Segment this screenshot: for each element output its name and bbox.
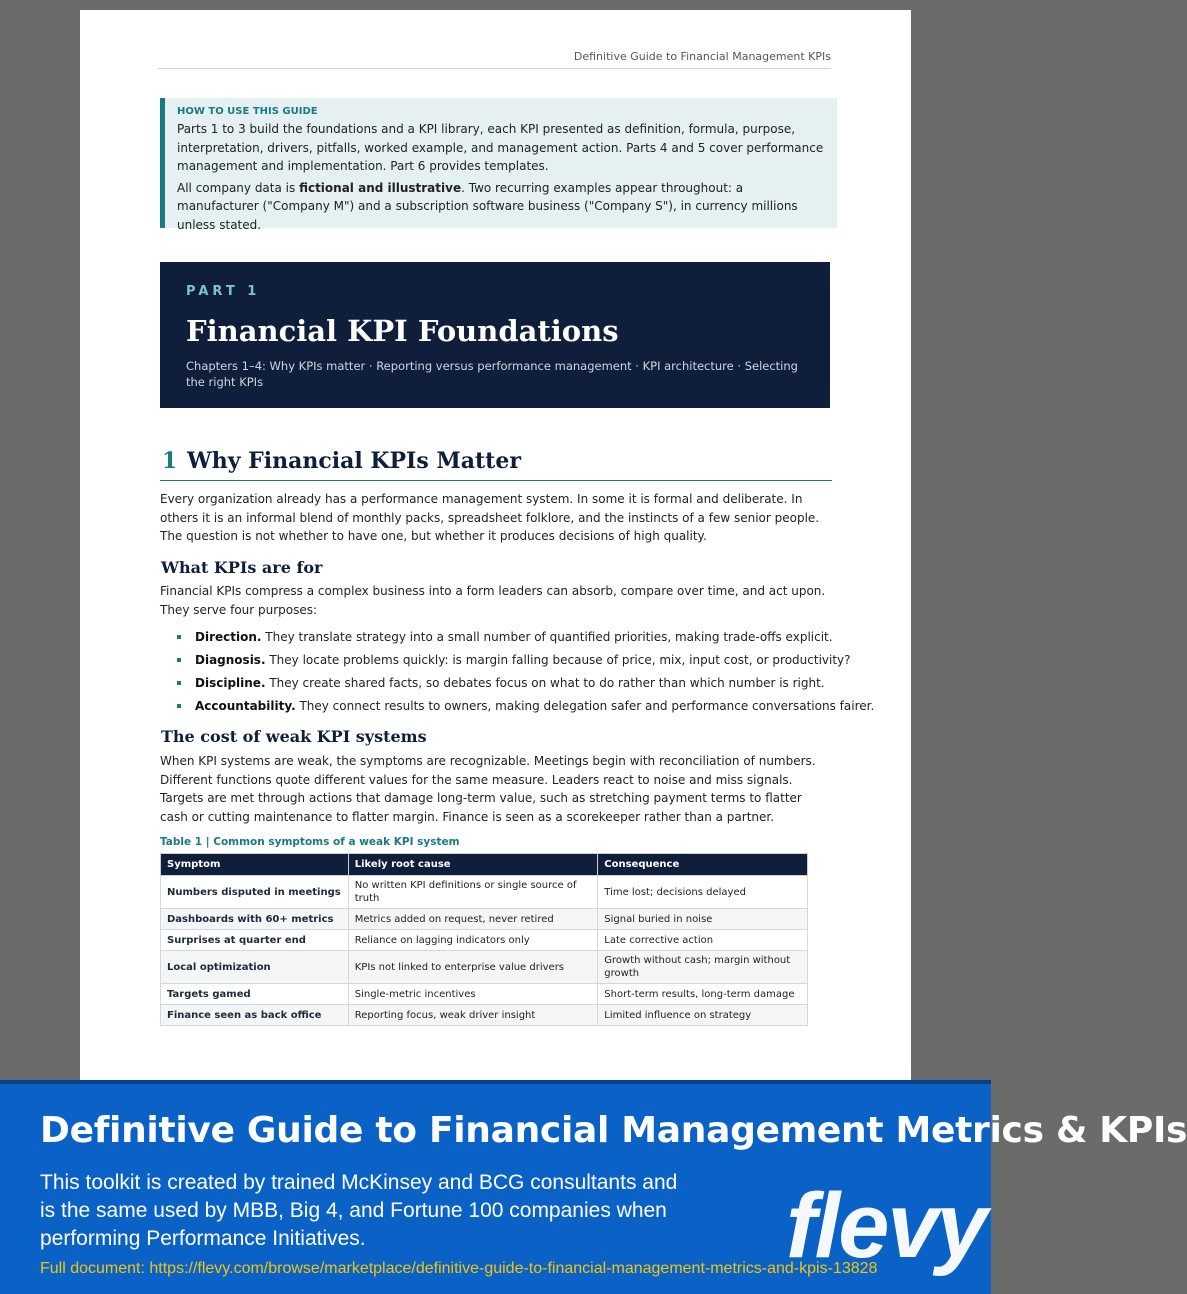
bullet-term: Direction.	[195, 630, 262, 644]
chapter-number: 1	[162, 448, 178, 474]
running-head: Definitive Guide to Financial Management KPIs	[158, 50, 831, 69]
part-title: Financial KPI Foundations	[186, 314, 619, 348]
chapter-title: Why Financial KPIs Matter	[187, 448, 521, 474]
bullet-square-icon	[177, 658, 181, 662]
bullet-term: Discipline.	[195, 676, 266, 690]
table-header-cell: Likely root cause	[348, 854, 598, 876]
flevy-logo: flevy	[786, 1175, 986, 1277]
table-cell-symptom: Finance seen as back office	[161, 1005, 349, 1026]
how-to-paragraph-1: Parts 1 to 3 build the foundations and a KPI library, each KPI presented as definition, formula, purpose, interpretation, drivers, pitfalls, worked example, and management action. Parts 4 and 5 cover performance management and implementation. Part 6 provides templates.	[177, 122, 824, 173]
table-cell-consequence: Short-term results, long-term damage	[598, 984, 808, 1005]
table-cell-cause: Metrics added on request, never retired	[348, 909, 598, 930]
purpose-bullet-list	[176, 628, 875, 720]
part-subtitle: Chapters 1–4: Why KPIs matter · Reporting versus performance management · KPI architecture · Selecting the right KPIs	[186, 359, 798, 389]
table-row	[161, 1005, 808, 1026]
section-heading-cost: The cost of weak KPI systems	[161, 727, 427, 746]
table-cell-symptom: Dashboards with 60+ metrics	[161, 909, 349, 930]
table-cell-consequence: Growth without cash; margin without growth	[598, 951, 808, 984]
section-heading-purpose: What KPIs are for	[161, 558, 323, 577]
table-row	[161, 876, 808, 909]
chapter-heading	[160, 446, 832, 481]
table-cell-symptom: Numbers disputed in meetings	[161, 876, 349, 909]
part-banner	[160, 262, 830, 408]
bullet-text: They locate problems quickly: is margin falling because of price, mix, input cost, or productivity?	[265, 653, 851, 667]
how-to-text-end: . Two recurring examples appear throughout: a manufacturer ("Company M") and a subscription software business ("Company S"), in currency millions unless stated.	[177, 180, 798, 232]
bullet-term: Diagnosis.	[195, 653, 266, 667]
bullet-text: They connect results to owners, making delegation safer and performance conversations fairer.	[295, 699, 875, 713]
footer-title: Definitive Guide to Financial Management Metrics & KPIs	[40, 1110, 1187, 1151]
part-label: PART 1	[186, 284, 261, 299]
table-cell-symptom: Targets gamed	[161, 984, 349, 1005]
bullet-square-icon	[177, 681, 181, 685]
bullet-item	[176, 628, 832, 651]
table-cell-symptom: Local optimization	[161, 951, 349, 984]
promo-footer-banner	[0, 1080, 1187, 1294]
document-page	[80, 10, 911, 1085]
how-to-callout	[160, 98, 837, 232]
table-cell-consequence: Limited influence on strategy	[598, 1005, 808, 1026]
bullet-text: They create shared facts, so debates focus on what to do rather than which number is right.	[265, 676, 825, 690]
footer-description: This toolkit is created by trained McKinsey and BCG consultants and is the same used by MBB, Big 4, and Fortune 100 companies when performing Performance Initiatives.	[40, 1171, 678, 1250]
bullet-term: Accountability.	[195, 699, 296, 713]
how-to-emphasis: fictional and illustrative	[299, 180, 462, 195]
full-document-link[interactable]: Full document: https://flevy.com/browse/marketplace/definitive-guide-to-financial-management-metrics-and-kpis-13828	[40, 1260, 878, 1277]
how-to-text: All company data is	[177, 180, 300, 195]
bullet-square-icon	[177, 704, 181, 708]
section-cost-text: When KPI systems are weak, the symptoms are recognizable. Meetings begin with reconciliation of numbers. Different functions quote different values for the same measure. Leaders react to noise and miss signals. Targets are met through actions that damage long-term value, such as stretching payment terms to flatter cash or cutting maintenance to flatter margin. Finance is seen as a scorekeeper rather than a partner.	[160, 754, 816, 824]
bullet-item	[176, 674, 832, 697]
table-cell-cause: No written KPI definitions or single source of truth	[348, 876, 598, 909]
table-cell-cause: Reporting focus, weak driver insight	[348, 1005, 598, 1026]
table-cell-cause: KPIs not linked to enterprise value drivers	[348, 951, 598, 984]
table-header-cell: Symptom	[161, 854, 349, 876]
table-cell-consequence: Signal buried in noise	[598, 909, 808, 930]
table-row	[161, 909, 808, 930]
table-cell-symptom: Surprises at quarter end	[161, 930, 349, 951]
table-header-row	[161, 854, 808, 876]
table-row	[161, 951, 808, 984]
table-cell-consequence: Time lost; decisions delayed	[598, 876, 808, 909]
bullet-square-icon	[177, 635, 181, 639]
table-row	[161, 984, 808, 1005]
section-purpose-text: Financial KPIs compress a complex business into a form leaders can absorb, compare over time, and act upon. They serve four purposes:	[160, 584, 826, 617]
chapter-intro: Every organization already has a performance management system. In some it is formal and deliberate. In others it is an informal blend of monthly packs, spreadsheet folklore, and the instincts of a few senior people. The question is not whether to have one, but whether it produces decisions of high quality.	[160, 492, 820, 543]
table-header-cell: Consequence	[598, 854, 808, 876]
table-cell-cause: Single-metric incentives	[348, 984, 598, 1005]
table-cell-consequence: Late corrective action	[598, 930, 808, 951]
how-to-paragraph-2	[177, 179, 827, 235]
symptoms-table	[160, 853, 808, 1026]
how-to-title: HOW TO USE THIS GUIDE	[177, 106, 318, 117]
bullet-text: They translate strategy into a small number of quantified priorities, making trade-offs explicit.	[261, 630, 833, 644]
bullet-item	[176, 651, 851, 674]
table-row	[161, 930, 808, 951]
table-cell-cause: Reliance on lagging indicators only	[348, 930, 598, 951]
bullet-item	[176, 697, 875, 720]
table-caption: Table 1 | Common symptoms of a weak KPI system	[160, 836, 460, 848]
